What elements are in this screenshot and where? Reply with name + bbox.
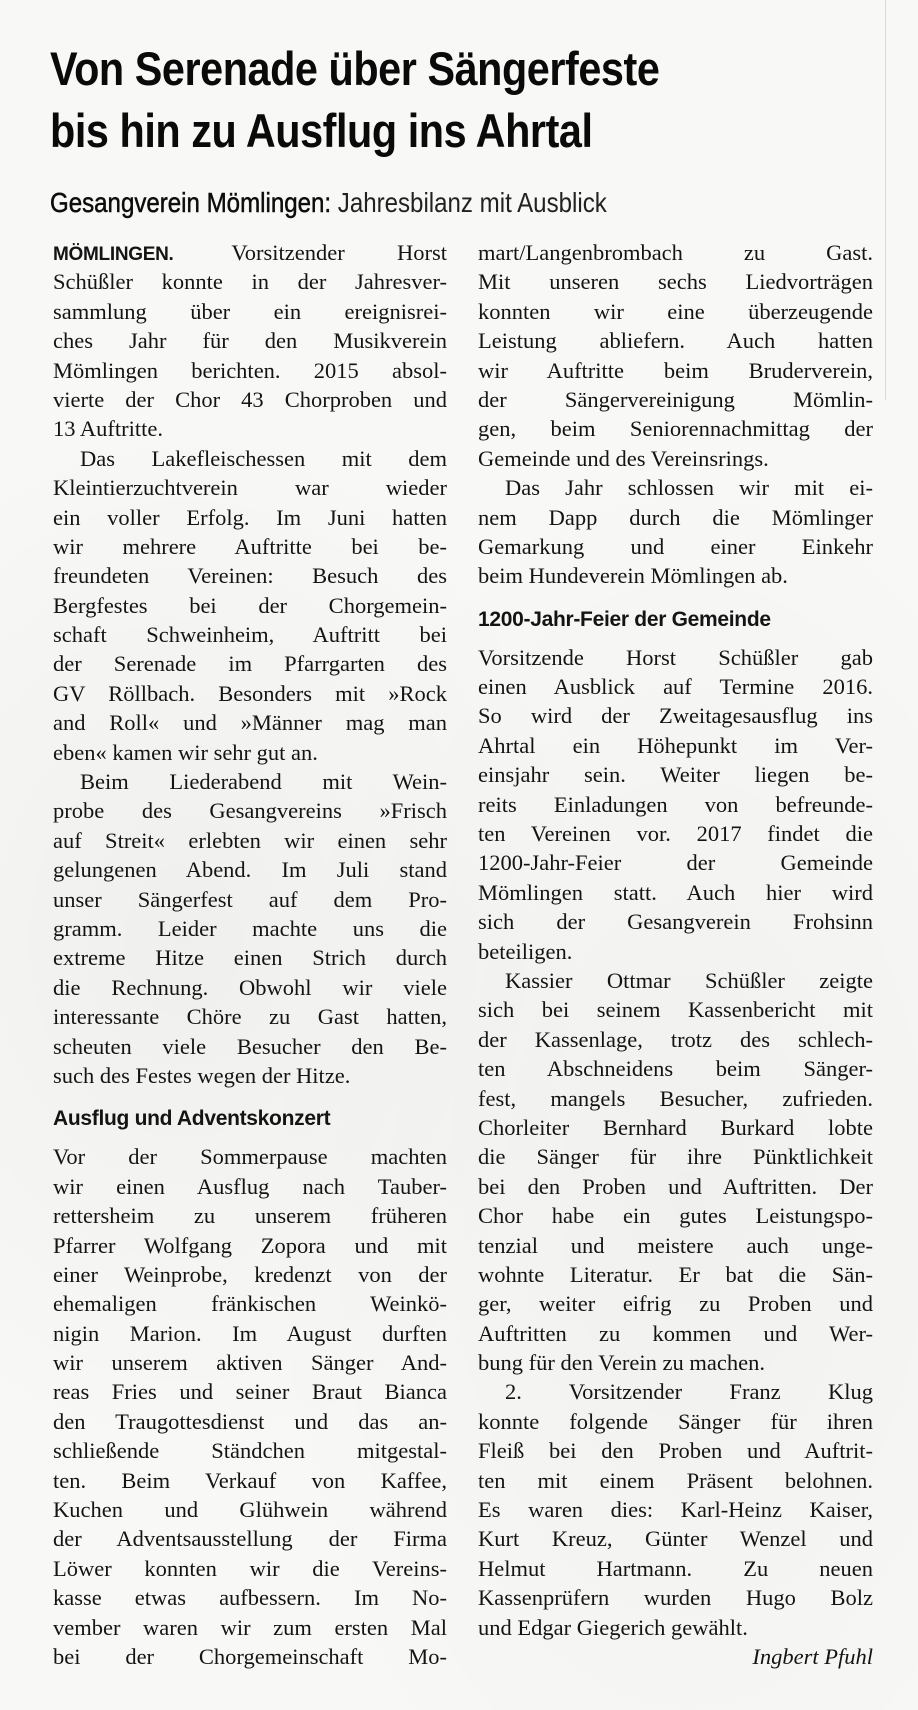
text-line xyxy=(53,620,447,649)
line-text: reas Fries und seiner Braut Bianca xyxy=(53,1379,447,1405)
line-text: einer Weinprobe, kredenzt von der xyxy=(53,1261,447,1287)
headline-line-2: bis hin zu Ausflug ins Ahrtal xyxy=(50,104,593,157)
text-line xyxy=(478,1436,873,1465)
line-text: probe des Gesangvereins »Frisch xyxy=(53,798,447,824)
text-line xyxy=(478,907,873,936)
line-text: rettersheim zu unserem früheren xyxy=(53,1203,447,1229)
text-line xyxy=(53,385,447,414)
line-text: freundeten Vereinen: Besuch des xyxy=(53,563,447,589)
text-line xyxy=(53,238,447,267)
text-line xyxy=(53,1348,447,1377)
text-line xyxy=(53,1289,447,1318)
line-text: der Kassenlage, trotz des schlech- xyxy=(478,1026,873,1052)
line-text: unser Sängerfest auf dem Pro- xyxy=(53,886,447,912)
subtitle-organization: Gesangverein Mömlingen: xyxy=(50,187,332,218)
text-line xyxy=(478,1407,873,1436)
text-line xyxy=(478,444,873,473)
text-line xyxy=(478,878,873,907)
text-line xyxy=(478,1142,873,1171)
line-text: Ahrtal ein Höhepunkt im Ver- xyxy=(478,732,873,758)
line-text: Kleintierzuchtverein war wieder xyxy=(53,475,447,501)
line-text: bung für den Verein zu machen. xyxy=(478,1350,765,1376)
text-line xyxy=(53,1524,447,1553)
line-text: Mit unseren sechs Liedvorträgen xyxy=(478,269,873,295)
paragraph-continuation xyxy=(478,238,873,473)
line-text: gelungenen Abend. Im Juli stand xyxy=(53,857,447,883)
text-line xyxy=(478,503,873,532)
line-text: Kurt Kreuz, Günter Wenzel und xyxy=(478,1526,873,1552)
text-line xyxy=(53,326,447,355)
text-line xyxy=(478,473,873,502)
line-text: nem Dapp durch die Mömlinger xyxy=(478,504,873,530)
line-text: Mömlingen statt. Auch hier wird xyxy=(478,879,873,905)
line-text: Bergfestes bei der Chorgemein- xyxy=(53,592,447,618)
text-line xyxy=(478,995,873,1024)
line-text: der Adventsausstellung der Firma xyxy=(53,1526,447,1552)
text-line xyxy=(53,943,447,972)
left-column xyxy=(53,238,447,1671)
line-text: Es waren dies: Karl-Heinz Kaiser, xyxy=(478,1497,873,1523)
text-line xyxy=(53,1319,447,1348)
text-line xyxy=(478,1466,873,1495)
text-line xyxy=(53,1642,447,1671)
text-line xyxy=(53,473,447,502)
text-line xyxy=(53,1495,447,1524)
text-line xyxy=(53,885,447,914)
line-text: der Serenade im Pfarrgarten des xyxy=(53,651,447,677)
text-line xyxy=(478,561,873,590)
text-line xyxy=(478,385,873,414)
paragraph-ehrungen xyxy=(478,1377,873,1642)
text-line xyxy=(478,1348,873,1377)
line-text: 1200-Jahr-Feier der Gemeinde xyxy=(478,850,873,876)
text-line xyxy=(53,649,447,678)
text-line xyxy=(478,267,873,296)
line-text: Leistung abliefern. Auch hatten xyxy=(478,328,873,354)
headline xyxy=(50,38,807,162)
line-text: ten Abschneidens beim Sänger- xyxy=(478,1056,873,1082)
text-line xyxy=(53,532,447,561)
subtitle xyxy=(50,186,607,220)
text-line xyxy=(53,796,447,825)
line-text: Kassier Ottmar Schüßler zeigte xyxy=(505,967,873,993)
text-line xyxy=(53,679,447,708)
line-text: 13 Auftritte. xyxy=(53,416,163,442)
paragraph-intro xyxy=(53,238,447,444)
text-line xyxy=(53,1142,447,1171)
text-line xyxy=(478,1113,873,1142)
line-text: wir unserem aktiven Sänger And- xyxy=(53,1350,447,1376)
text-line xyxy=(53,1002,447,1031)
text-line xyxy=(478,1084,873,1113)
text-line xyxy=(53,297,447,326)
line-text: sammlung über ein ereignisrei- xyxy=(53,298,447,324)
text-line xyxy=(478,1319,873,1348)
line-text: ehemaligen fränkischen Weinkö- xyxy=(53,1291,447,1317)
text-line xyxy=(478,1231,873,1260)
text-line xyxy=(478,848,873,877)
text-line xyxy=(478,672,873,701)
line-text: Kassenprüfern wurden Hugo Bolz xyxy=(478,1585,873,1611)
line-text: beteiligen. xyxy=(478,938,573,964)
line-text: Fleiß bei den Proben und Auftrit- xyxy=(478,1438,873,1464)
text-line xyxy=(478,1025,873,1054)
line-text: Auftritten zu kommen und Wer- xyxy=(478,1320,873,1346)
line-text: Gemeinde und des Vereinsrings. xyxy=(478,445,769,471)
line-text: konnte folgende Sänger für ihren xyxy=(478,1408,873,1434)
line-text: Helmut Hartmann. Zu neuen xyxy=(478,1555,873,1581)
line-text: den Traugottesdienst und das an- xyxy=(53,1408,447,1434)
line-text: wir Auftritte beim Bruderverein, xyxy=(478,357,873,383)
line-text: bei der Chorgemeinschaft Mo- xyxy=(53,1643,447,1669)
text-line xyxy=(53,444,447,473)
line-text: die Sänger für ihre Pünktlichkeit xyxy=(478,1144,873,1170)
paragraph-ausflug xyxy=(53,1142,447,1671)
text-line xyxy=(53,1172,447,1201)
line-text: Das Lakefleischessen mit dem xyxy=(80,445,447,471)
text-line xyxy=(478,760,873,789)
line-text: Löwer konnten wir die Vereins- xyxy=(53,1555,447,1581)
line-text: ches Jahr für den Musikverein xyxy=(53,328,447,354)
right-column xyxy=(478,238,873,1671)
line-text: gramm. Leider machte uns die xyxy=(53,915,447,941)
line-text: eben« kamen wir sehr gut an. xyxy=(53,739,318,765)
paragraph-kassenbericht xyxy=(478,966,873,1377)
line-text: GV Röllbach. Besonders mit »Rock xyxy=(53,680,447,706)
line-text: vierte der Chor 43 Chorproben und xyxy=(53,386,447,412)
section-heading-ausflug: Ausflug und Adventskonzert xyxy=(53,1107,331,1131)
line-text: und Edgar Giegerich gewählt. xyxy=(478,1614,748,1640)
text-line xyxy=(478,731,873,760)
text-line xyxy=(478,1054,873,1083)
text-line xyxy=(53,855,447,884)
text-line xyxy=(53,826,447,855)
text-line xyxy=(53,1407,447,1436)
line-text: die Rechnung. Obwohl wir viele xyxy=(53,974,447,1000)
line-text: Kuchen und Glühwein während xyxy=(53,1497,447,1523)
text-line xyxy=(478,297,873,326)
text-line xyxy=(478,819,873,848)
line-text: wohnte Literatur. Er bat die Sän- xyxy=(478,1261,873,1287)
text-line xyxy=(53,914,447,943)
text-line xyxy=(478,1172,873,1201)
line-text: 2. Vorsitzender Franz Klug xyxy=(505,1379,873,1405)
text-line xyxy=(53,1613,447,1642)
text-line xyxy=(53,267,447,296)
line-text: Schüßler konnte in der Jahresver- xyxy=(53,269,447,295)
text-line xyxy=(53,973,447,1002)
line-text: fest, mangels Besucher, zufrieden. xyxy=(478,1085,873,1111)
line-text: and Roll« und »Männer mag man xyxy=(53,710,447,736)
dateline: MÖMLINGEN. xyxy=(53,244,174,265)
line-text: reits Einladungen von befreunde- xyxy=(478,791,873,817)
text-line xyxy=(53,1231,447,1260)
line-text: Vor der Sommerpause machten xyxy=(53,1144,447,1170)
line-text: konnten wir eine überzeugende xyxy=(478,298,873,324)
text-line xyxy=(478,643,873,672)
text-line xyxy=(53,767,447,796)
text-line xyxy=(53,1466,447,1495)
line-text: mart/Langenbrombach zu Gast. xyxy=(478,240,873,265)
text-line xyxy=(53,503,447,532)
line-text: vember waren wir zum ersten Mal xyxy=(53,1614,447,1640)
text-line xyxy=(478,356,873,385)
line-text: Mömlingen berichten. 2015 absol- xyxy=(53,357,447,383)
subtitle-topic: Jahresbilanz mit Ausblick xyxy=(337,187,607,218)
text-line xyxy=(478,1260,873,1289)
line-text: Gemarkung und einer Einkehr xyxy=(478,533,873,559)
line-text: wir einen Ausflug nach Tauber- xyxy=(53,1173,447,1199)
paragraph-jahresabschluss xyxy=(478,473,873,591)
line-text: Vorsitzende Horst Schüßler gab xyxy=(478,644,873,670)
line-text: Chorleiter Bernhard Burkard lobte xyxy=(478,1114,873,1140)
text-line xyxy=(478,238,873,267)
text-line xyxy=(53,1377,447,1406)
line-text: bei den Proben und Auftritten. Der xyxy=(478,1173,873,1199)
text-line xyxy=(478,414,873,443)
line-text: sich der Gesangverein Frohsinn xyxy=(478,909,873,935)
text-line xyxy=(53,414,447,443)
text-line xyxy=(478,790,873,819)
text-line xyxy=(53,1201,447,1230)
line-text: auf Streit« erlebten wir einen sehr xyxy=(53,827,447,853)
text-line xyxy=(478,1554,873,1583)
line-text: ten Vereinen vor. 2017 findet die xyxy=(478,821,873,847)
text-line xyxy=(53,1583,447,1612)
line-text: schaft Schweinheim, Auftritt bei xyxy=(53,622,447,648)
line-text: ger, weiter eifrig zu Proben und xyxy=(478,1291,873,1317)
line-text: scheuten viele Besucher den Be- xyxy=(53,1033,447,1059)
text-line xyxy=(53,1436,447,1465)
line-text: gen, beim Seniorennachmittag der xyxy=(478,416,873,442)
paragraph-liederabend xyxy=(53,767,447,1090)
text-line xyxy=(478,1613,873,1642)
text-line xyxy=(53,1032,447,1061)
text-line xyxy=(478,937,873,966)
line-text: Vorsitzender Horst xyxy=(231,240,447,265)
line-text: nigin Marion. Im August durften xyxy=(53,1320,447,1346)
line-text: extreme Hitze einen Strich durch xyxy=(53,945,447,971)
text-line xyxy=(53,1061,447,1090)
paragraph-lakefleisch xyxy=(53,444,447,767)
line-text: Chor habe ein gutes Leistungspo- xyxy=(478,1203,873,1229)
headline-line-1: Von Serenade über Sängerfeste xyxy=(50,42,660,95)
text-line xyxy=(478,1583,873,1612)
text-line xyxy=(478,1289,873,1318)
line-text: der Sängervereinigung Mömlin- xyxy=(478,386,873,412)
text-line xyxy=(53,1554,447,1583)
line-text: Beim Liederabend mit Wein- xyxy=(80,769,447,795)
line-text: Pfarrer Wolfgang Zopora und mit xyxy=(53,1232,447,1258)
text-line xyxy=(478,1524,873,1553)
line-text: ein voller Erfolg. Im Juni hatten xyxy=(53,504,447,530)
text-line xyxy=(53,591,447,620)
line-text: such des Festes wegen der Hitze. xyxy=(53,1062,351,1088)
text-line xyxy=(53,708,447,737)
line-text: interessante Chöre zu Gast hatten, xyxy=(53,1004,447,1030)
line-text: kasse etwas aufbessern. Im No- xyxy=(53,1585,447,1611)
line-text: einen Ausblick auf Termine 2016. xyxy=(478,674,873,700)
text-line xyxy=(53,738,447,767)
text-line xyxy=(478,326,873,355)
section-heading-1200-jahr: 1200-Jahr-Feier der Gemeinde xyxy=(478,607,771,631)
text-line xyxy=(478,1201,873,1230)
line-text: einsjahr sein. Weiter liegen be- xyxy=(478,762,873,788)
text-line xyxy=(478,1377,873,1406)
text-line xyxy=(478,966,873,995)
text-line xyxy=(478,1495,873,1524)
line-text: So wird der Zweitagesausflug ins xyxy=(478,703,873,729)
text-line xyxy=(53,1260,447,1289)
author-byline: Ingbert Pfuhl xyxy=(752,1643,873,1669)
page-edge-line xyxy=(885,0,886,400)
line-text: ten mit einem Präsent belohnen. xyxy=(478,1467,873,1493)
line-text: beim Hundeverein Mömlingen ab. xyxy=(478,563,788,589)
text-line xyxy=(478,701,873,730)
text-line xyxy=(478,532,873,561)
line-text: ten. Beim Verkauf von Kaffee, xyxy=(53,1467,447,1493)
paragraph-ausblick xyxy=(478,643,873,966)
text-line xyxy=(53,356,447,385)
line-text: wir mehrere Auftritte bei be- xyxy=(53,533,447,559)
text-line xyxy=(53,561,447,590)
line-text: Das Jahr schlossen wir mit ei- xyxy=(505,475,873,501)
line-text: tenzial und meistere auch unge- xyxy=(478,1232,873,1258)
line-text: schließende Ständchen mitgestal- xyxy=(53,1438,447,1464)
line-text: sich bei seinem Kassenbericht mit xyxy=(478,997,873,1023)
